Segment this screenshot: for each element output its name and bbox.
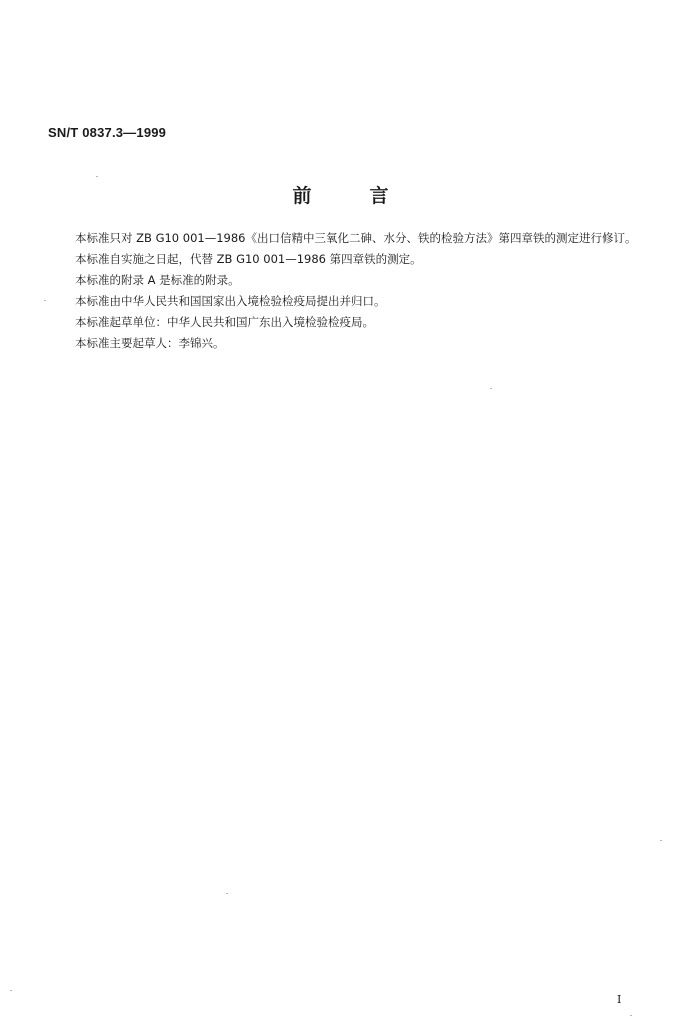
- scan-speck: [490, 388, 492, 389]
- paragraph-proposer: 本标准由中华人民共和国国家出入境检验检疫局提出并归口。: [75, 294, 386, 308]
- paragraph-drafting-unit: 本标准起草单位：中华人民共和国广东出入境检验检疫局。: [75, 315, 374, 329]
- scan-speck: [226, 893, 228, 894]
- page-title: 前言: [292, 185, 447, 207]
- paragraph-supersedes: 本标准自实施之日起，代替 ZB G10 001—1986 第四章铁的测定。: [75, 252, 422, 266]
- paragraph-drafters: 本标准主要起草人：李锦兴。: [75, 336, 225, 350]
- scan-speck: [630, 1015, 632, 1016]
- paragraph-appendix: 本标准的附录 A 是标准的附录。: [75, 273, 240, 287]
- scan-speck: [96, 176, 98, 177]
- scan-speck: [10, 990, 12, 991]
- standard-code: SN/T 0837.3—1999: [48, 125, 167, 140]
- foreword-body: [48, 228, 644, 354]
- scan-speck: [44, 300, 46, 301]
- paragraph-scope: 本标准只对 ZB G10 001—1986《出口信精中三氧化二砷、水分、铁的检验方法》第四章铁的测定进行修订。: [75, 231, 637, 245]
- page-number: I: [617, 993, 622, 1006]
- scan-speck: [660, 840, 662, 841]
